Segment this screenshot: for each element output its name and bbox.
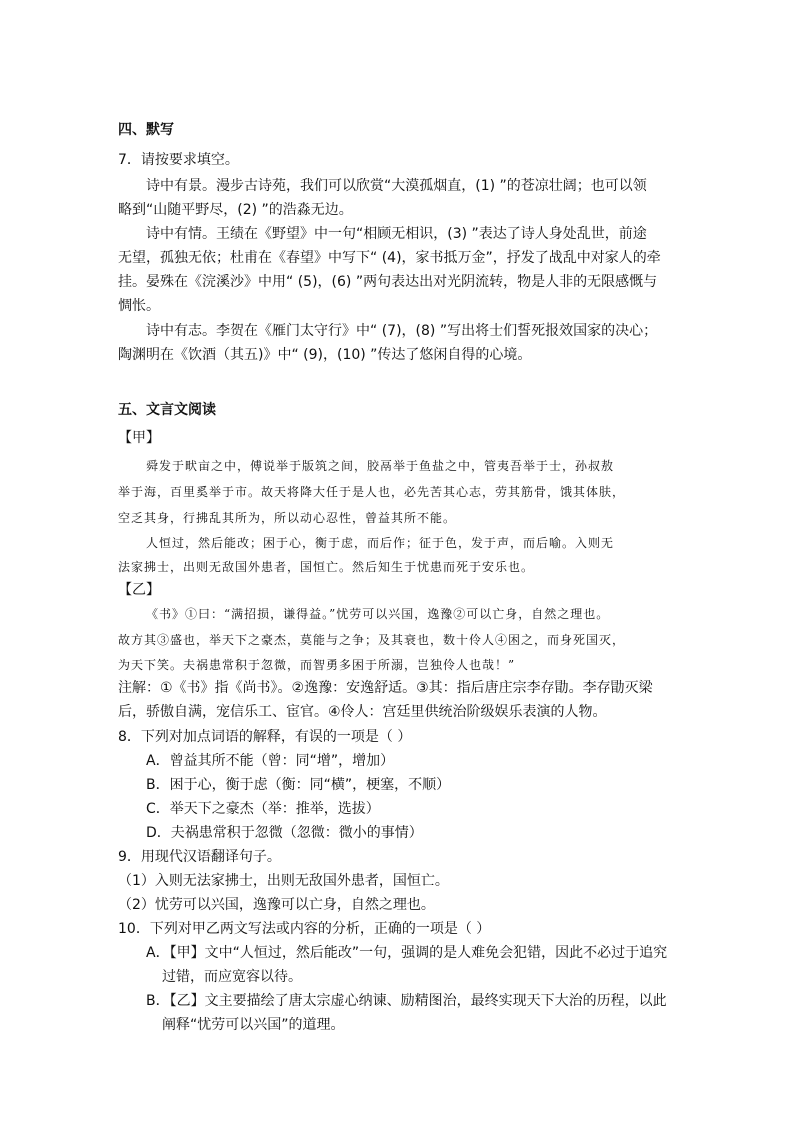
passage-jia-line2: 举于海，百里奚举于市。故天将降大任于是人也，必先苦其心志，劳其筋骨，饿其体肤，	[118, 485, 626, 499]
passage-jia-label: 【甲】	[118, 430, 160, 446]
q7-para2-line2: 无望，孤独无依；杜甫在《春望》中写下“ (4)，家书抵万金”，抒发了战乱中对家人的牵	[118, 250, 661, 266]
section-heading-dictation: 四、默写	[118, 122, 174, 138]
passage-jia-line3: 空乏其身，行拂乱其所为，所以动心忍性，曾益其所不能。	[118, 511, 457, 525]
passage-jia-line4: 人恒过，然后能改；困于心，衡于虑，而后作；征于色，发于声，而后喻。入则无	[146, 536, 615, 550]
q9-item-2: （2）忧劳可以兴国，逸豫可以亡身，自然之理也。	[118, 897, 435, 913]
passage-jia-line5: 法家拂士，出则无敌国外患者，国恒亡。然后知生于忧患而死于安乐也。	[118, 560, 535, 574]
question-9-stem: 9．用现代汉语翻译句子。	[118, 849, 281, 865]
passage-jia-line1: 舜发于畎亩之中，傅说举于版筑之间，胶鬲举于鱼盐之中，管夷吾举于士，孙叔敖	[146, 459, 615, 473]
passage-yi-label: 【乙】	[118, 582, 160, 598]
q8-option-d: D．夫祸患常积于忽微（忽微：微小的事情）	[146, 825, 423, 841]
q7-para2-line4: 惆怅。	[118, 298, 160, 314]
passage-yi-line3: 为天下笑。夫祸患常积于忽微，而智勇多困于所溺，岂独伶人也哉！”	[118, 658, 516, 672]
q7-para2-line1: 诗中有情。王绩在《野望》中一句“相顾无相识，(3) ”表达了诗人身处乱世，前途	[146, 226, 647, 242]
q10-option-a-line1: A．【甲】文中“人恒过，然后能改”一句，强调的是人难免会犯错，因此不必过于追究	[146, 945, 668, 961]
q7-para2-line3: 挂。晏殊在《浣溪沙》中用“ (5)，(6) ”两句表达出对光阴流转，物是人非的无限感慨与	[118, 274, 658, 290]
q9-item-1: （1）入则无法家拂士，出则无敌国外患者，国恒亡。	[118, 873, 449, 889]
q10-option-b-line2: 阐释“忧劳可以兴国”的道理。	[162, 1017, 345, 1033]
annotation-line1: 注解：①《书》指《尚书》。②逸豫：安逸舒适。③其：指后唐庄宗李存勖。李存勖灭梁	[118, 680, 653, 696]
q8-option-a: A．曾益其所不能（曾：同“增”，增加）	[146, 753, 395, 769]
q7-para3-line1: 诗中有志。李贺在《雁门太守行》中“ (7)，(8) ”写出将士们誓死报效国家的决心；	[146, 323, 658, 339]
q10-option-a-line2: 过错，而应宽容以待。	[162, 969, 302, 985]
q7-para1-line2: 略到“山随平野尽，(2) ”的浩淼无边。	[118, 202, 353, 218]
question-7-stem: 7．请按要求填空。	[118, 152, 239, 168]
q10-option-b-line1: B．【乙】文主要描绘了唐太宗虚心纳谏、励精图治，最终实现天下大治的历程，以此	[146, 993, 667, 1009]
section-heading-classical-reading: 五、文言文阅读	[118, 402, 216, 418]
passage-yi-line2: 故方其③盛也，举天下之豪杰，莫能与之争；及其衰也，数十伶人④困之，而身死国灭，	[118, 633, 626, 647]
passage-yi-line1: 《书》①曰：“满招损，谦得益。”忧劳可以兴国，逸豫②可以亡身，自然之理也。	[146, 607, 610, 621]
q7-para1-line1: 诗中有景。漫步古诗苑，我们可以欣赏“大漠孤烟直，(1) ”的苍凉壮阔；也可以领	[146, 178, 647, 194]
q7-para3-line2: 陶渊明在《饮酒（其五)》中“ (9)，(10) ”传达了悠闲自得的心境。	[118, 347, 532, 363]
annotation-line2: 后，骄傲自满，宠信乐工、宦官。④伶人：宫廷里供统治阶级娱乐表演的人物。	[118, 704, 607, 720]
q8-option-b: B．困于心，衡于虑（衡：同“横”，梗塞，不顺）	[146, 777, 451, 793]
q8-option-c: C．举天下之豪杰（举：推举，选拔）	[146, 801, 380, 817]
question-8-stem: 8．下列对加点词语的解释，有误的一项是（ ）	[118, 729, 412, 745]
question-10-stem: 10．下列对甲乙两文写法或内容的分析，正确的一项是（ ）	[118, 921, 491, 937]
